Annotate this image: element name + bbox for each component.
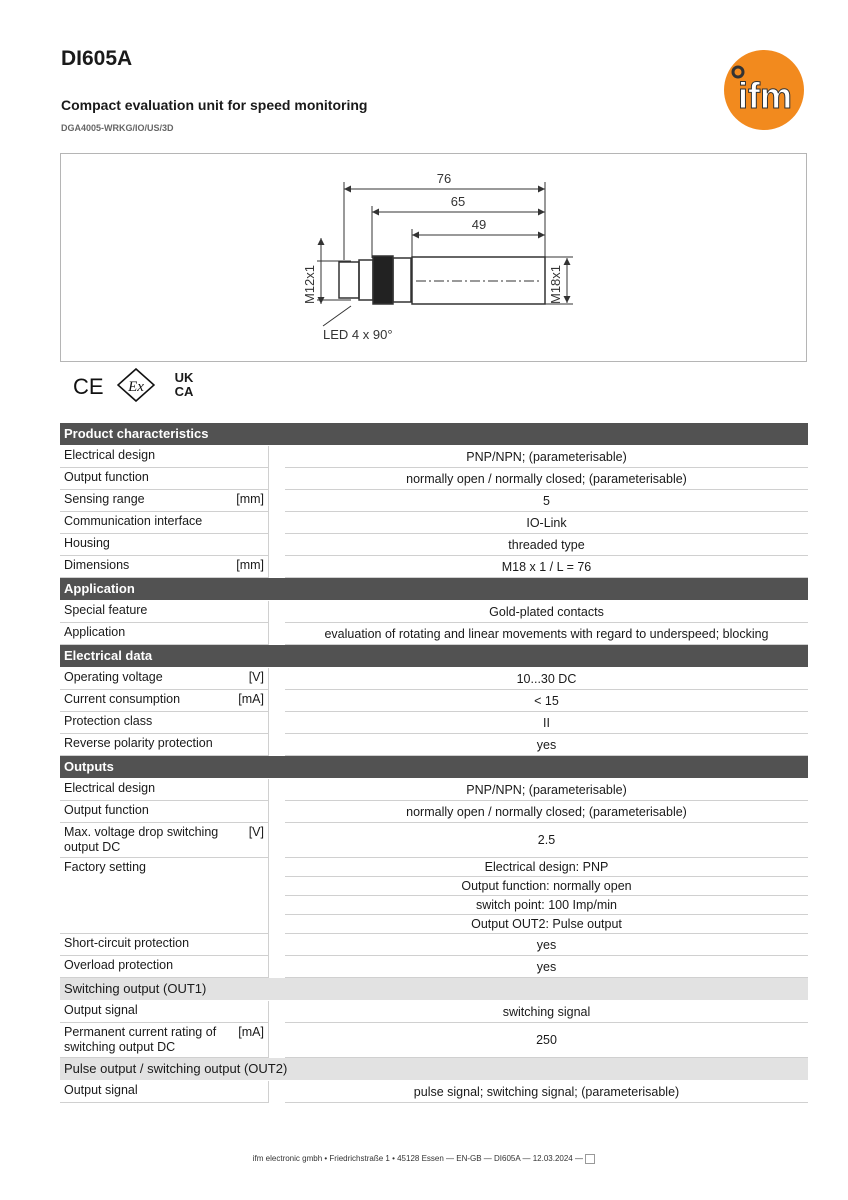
spec-unit: [V]	[248, 825, 264, 839]
spec-row	[60, 1023, 808, 1058]
spec-row	[60, 712, 808, 734]
article-code: DGA4005-WRKG/IO/US/3D	[61, 123, 174, 133]
spec-table	[60, 423, 808, 1103]
svg-text:Ex: Ex	[128, 379, 144, 395]
spec-unit: [mA]	[238, 692, 264, 706]
spec-value: PNP/NPN; (parameterisable)	[285, 446, 808, 468]
spec-row	[60, 934, 808, 956]
spec-label-cell	[60, 534, 269, 556]
svg-text:ifm: ifm	[738, 75, 792, 116]
spec-value: Output OUT2: Pulse output	[285, 915, 808, 934]
product-subtitle: Compact evaluation unit for speed monitoring	[61, 97, 368, 113]
spec-label: Operating voltage	[64, 670, 163, 684]
spec-value: IO-Link	[285, 512, 808, 534]
spec-label: Protection class	[64, 714, 153, 728]
dim-76: 76	[436, 171, 452, 186]
subsection-header: Pulse output / switching output (OUT2)	[60, 1058, 808, 1080]
spec-value: threaded type	[285, 534, 808, 556]
spec-label: Max. voltage drop switching output DC	[64, 825, 219, 854]
spec-unit: [mm]	[236, 558, 264, 572]
spec-value: switching signal	[285, 1001, 808, 1023]
spec-value: 250	[285, 1023, 808, 1058]
spec-value: < 15	[285, 690, 808, 712]
spec-label: Communication interface	[64, 514, 203, 528]
spec-label: Factory setting	[64, 860, 146, 874]
product-title: DI605A	[61, 47, 133, 70]
spec-label-cell	[60, 1001, 269, 1023]
spec-label-cell	[60, 1081, 269, 1103]
thread-m18: M18x1	[548, 264, 563, 304]
spec-row	[60, 534, 808, 556]
thread-m12: M12x1	[302, 264, 317, 304]
spec-value: normally open / normally closed; (parameterisable)	[285, 468, 808, 490]
spec-row	[60, 734, 808, 756]
spec-label-cell	[60, 490, 269, 512]
spec-value: 10...30 DC	[285, 668, 808, 690]
spec-label: Overload protection	[64, 958, 174, 972]
spec-label: Electrical design	[64, 781, 156, 795]
spec-label-cell	[60, 512, 269, 534]
spec-unit: [mm]	[236, 492, 264, 506]
spec-label-cell	[60, 801, 269, 823]
spec-value: yes	[285, 934, 808, 956]
spec-row	[60, 512, 808, 534]
spec-label: Housing	[64, 536, 110, 550]
spec-row	[60, 556, 808, 578]
section-header: Electrical data	[60, 645, 808, 667]
section-header: Outputs	[60, 756, 808, 778]
spec-value: II	[285, 712, 808, 734]
spec-label: Current consumption	[64, 692, 181, 706]
spec-label: Output function	[64, 803, 149, 817]
ifm-mini-icon	[585, 1154, 595, 1164]
spec-label: Short-circuit protection	[64, 936, 190, 950]
spec-row	[60, 1001, 808, 1023]
ukca-mark: UK CA	[174, 370, 194, 399]
spec-value: pulse signal; switching signal; (parameterisable)	[285, 1081, 808, 1103]
spec-label-cell	[60, 556, 269, 578]
spec-label-cell	[60, 734, 269, 756]
dim-65: 65	[450, 194, 466, 209]
spec-row	[60, 1081, 808, 1103]
spec-value: yes	[285, 956, 808, 978]
spec-label-cell	[60, 668, 269, 690]
spec-value: Gold-plated contacts	[285, 601, 808, 623]
spec-value: 5	[285, 490, 808, 512]
spec-row	[60, 823, 808, 858]
spec-label-cell	[60, 623, 269, 645]
spec-label-cell	[60, 1023, 269, 1058]
spec-label: Output function	[64, 470, 149, 484]
ce-mark	[72, 368, 104, 402]
spec-label: Dimensions	[64, 558, 130, 572]
spec-row	[60, 490, 808, 512]
spec-label-cell	[60, 858, 269, 934]
spec-row	[60, 801, 808, 823]
spec-value: Electrical design: PNP	[285, 858, 808, 877]
spec-label: Application	[64, 625, 126, 639]
spec-value: 2.5	[285, 823, 808, 858]
spec-row	[60, 690, 808, 712]
spec-label: Output signal	[64, 1003, 138, 1017]
spec-value: yes	[285, 734, 808, 756]
spec-label: Special feature	[64, 603, 148, 617]
section-header: Application	[60, 578, 808, 600]
spec-label-cell	[60, 468, 269, 490]
spec-value: Output function: normally open	[285, 877, 808, 896]
section-header: Product characteristics	[60, 423, 808, 445]
spec-value: PNP/NPN; (parameterisable)	[285, 779, 808, 801]
spec-value: switch point: 100 Imp/min	[285, 896, 808, 915]
spec-label: Reverse polarity protection	[64, 736, 213, 750]
spec-label: Sensing range	[64, 492, 145, 506]
dimension-drawing	[60, 153, 807, 362]
spec-row	[60, 668, 808, 690]
spec-label: Output signal	[64, 1083, 138, 1097]
spec-label-cell	[60, 712, 269, 734]
spec-value: normally open / normally closed; (parameterisable)	[285, 801, 808, 823]
spec-label: Electrical design	[64, 448, 156, 462]
footer	[0, 1154, 848, 1164]
spec-row	[60, 779, 808, 801]
spec-row	[60, 956, 808, 978]
svg-text:CE: CE	[73, 374, 104, 399]
spec-unit: [V]	[248, 670, 264, 684]
spec-row	[60, 858, 808, 934]
spec-label-cell	[60, 823, 269, 858]
spec-label: Permanent current rating of switching output DC	[64, 1025, 217, 1054]
spec-value: M18 x 1 / L = 76	[285, 556, 808, 578]
spec-label-cell	[60, 601, 269, 623]
led-note: LED 4 x 90°	[323, 327, 393, 342]
spec-label-cell	[60, 934, 269, 956]
spec-label-cell	[60, 956, 269, 978]
spec-row	[60, 446, 808, 468]
ifm-logo	[722, 48, 806, 132]
spec-label-cell	[60, 446, 269, 468]
spec-label-cell	[60, 779, 269, 801]
subsection-header: Switching output (OUT1)	[60, 978, 808, 1000]
spec-value: evaluation of rotating and linear movements with regard to underspeed; blocking	[285, 623, 808, 645]
ex-mark	[117, 368, 155, 402]
spec-row	[60, 623, 808, 645]
spec-row	[60, 601, 808, 623]
spec-label-cell	[60, 690, 269, 712]
dim-49: 49	[471, 217, 487, 232]
spec-unit: [mA]	[238, 1025, 264, 1039]
footer-text: ifm electronic gmbh • Friedrichstraße 1 • 45128 Essen — EN-GB — DI605A — 12.03.2024 —	[252, 1154, 583, 1164]
spec-row	[60, 468, 808, 490]
